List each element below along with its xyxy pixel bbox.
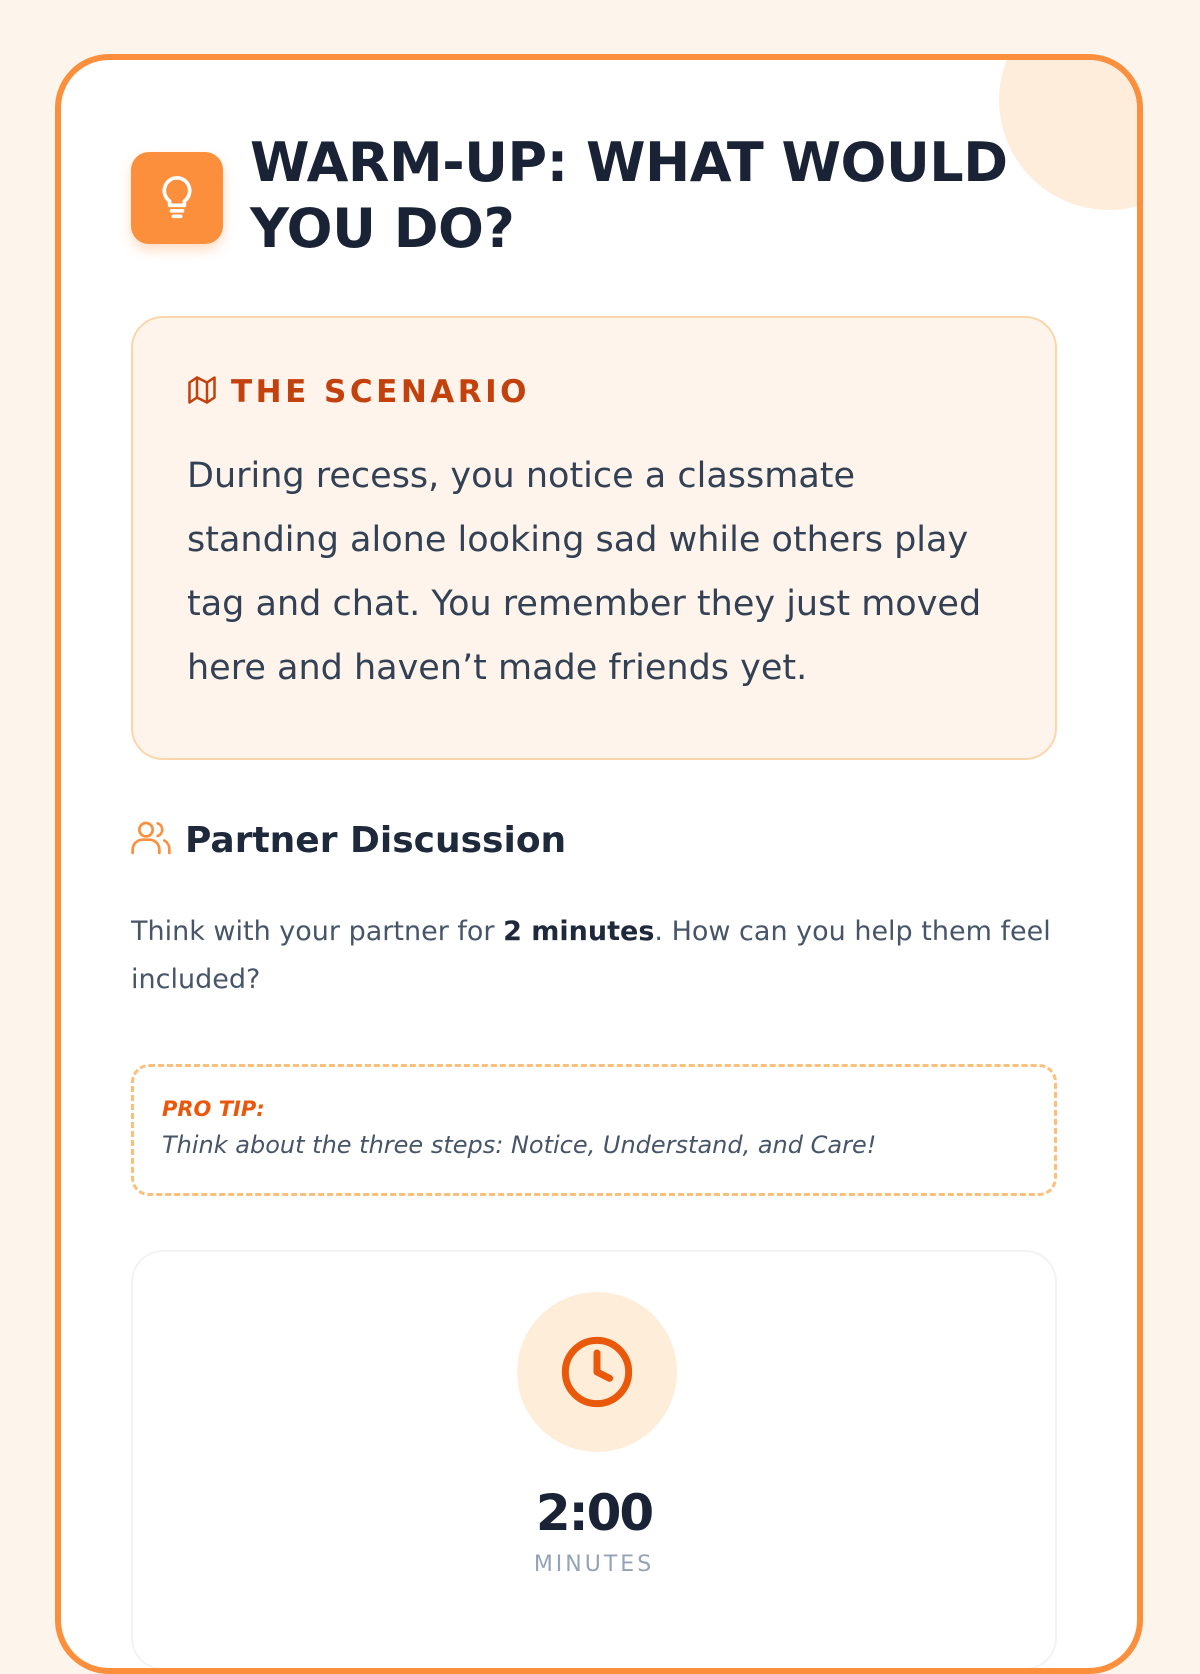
pro-tip-text: Think about the three steps: Notice, Understand, and Care! [162,1131,877,1159]
page-title [250,130,1143,262]
page-title-line-1: WARM-UP: WHAT WOULD [250,131,1008,194]
scenario-box [131,316,1057,760]
map-icon [187,375,217,410]
partner-discussion-heading [131,818,566,863]
instruction-duration: 2 minutes [503,916,655,947]
page-title-line-2: YOU DO? [250,197,515,260]
instruction-text-start: Think with your partner for [131,916,504,947]
clock-icon [517,1292,677,1452]
card-header [61,60,1137,320]
pro-tip-box [131,1064,1057,1196]
partner-discussion-title: Partner Discussion [185,820,567,861]
partner-instruction [131,908,1051,1004]
users-icon [131,818,171,863]
scenario-label: THE SCENARIO [231,374,531,410]
timer-card [131,1250,1057,1670]
scenario-text: During recess, you notice a classmate standing alone looking sad while others play tag and chat. You remember they just moved here and haven’t made friends yet. [187,456,982,688]
timer-unit-label: MINUTES [533,1552,655,1577]
lightbulb-icon [131,152,223,244]
timer-value: 2:00 [535,1484,653,1542]
scenario-header [187,374,530,410]
pro-tip-label: PRO TIP: [162,1097,265,1121]
warm-up-card [55,54,1143,1674]
instruction-text-end: . How can you help them feel included? [131,916,1051,995]
